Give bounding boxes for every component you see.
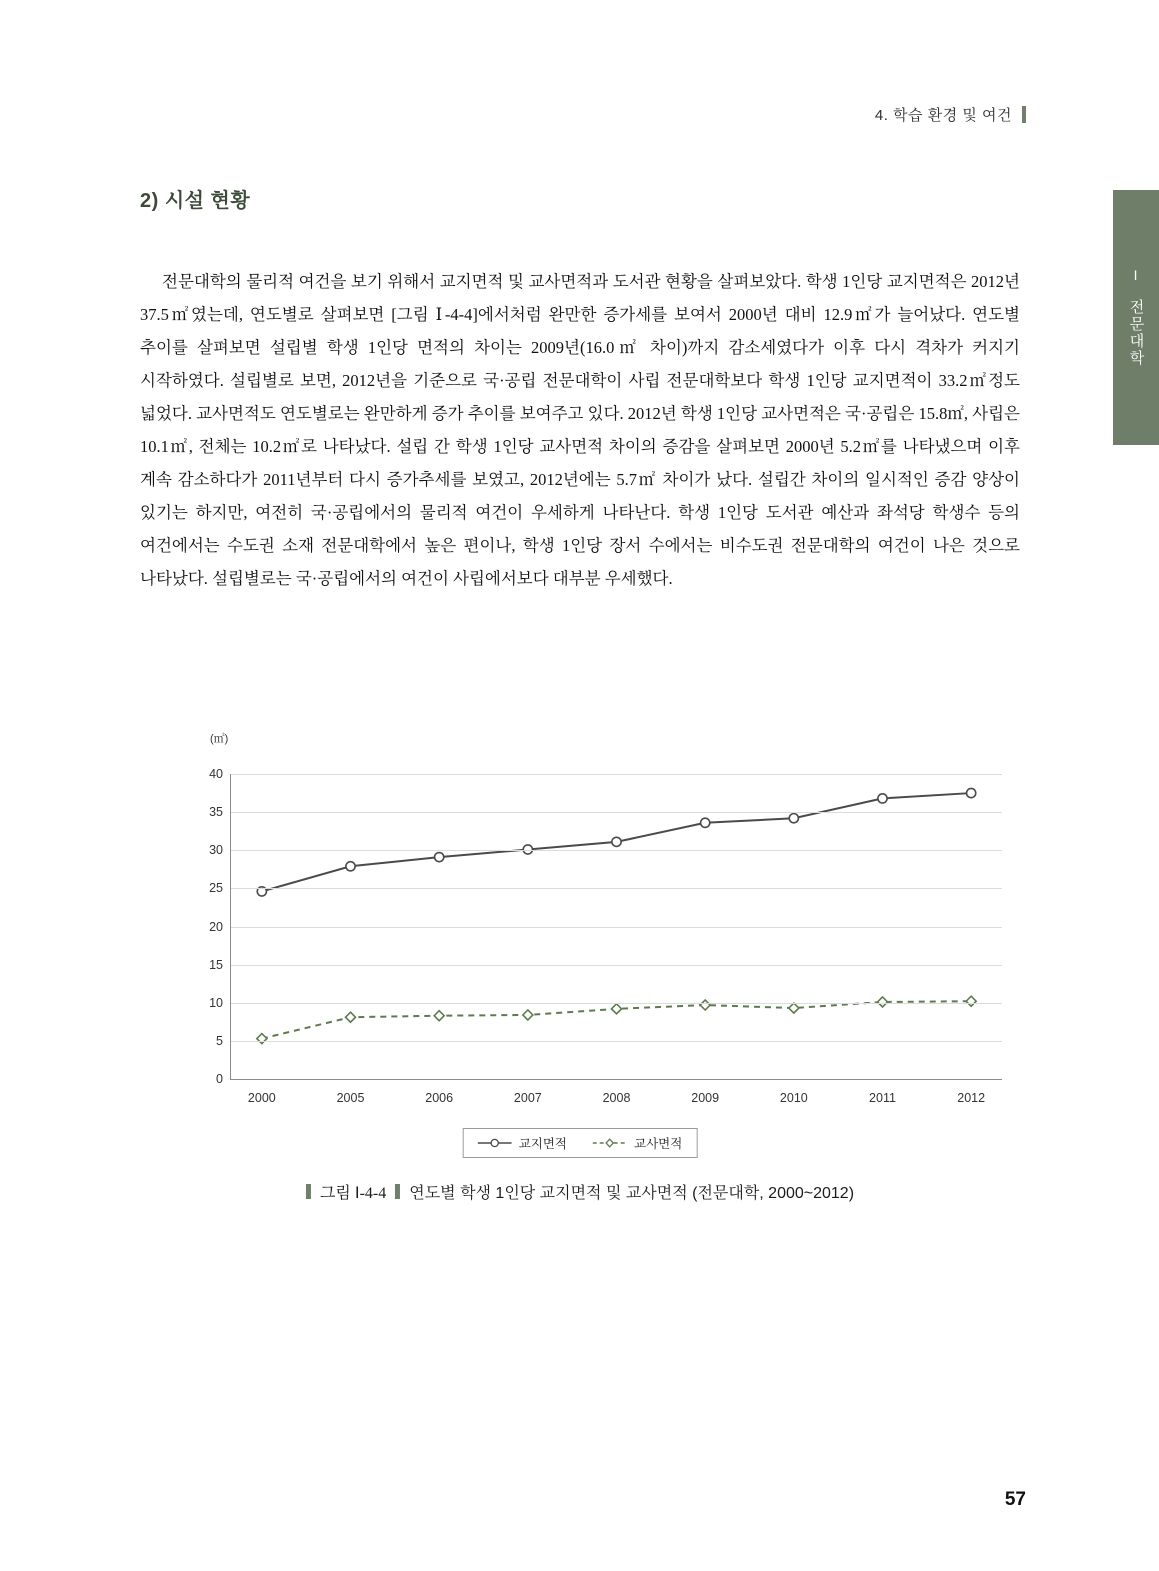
legend-label-0: 교지면적 <box>518 1137 567 1151</box>
legend-line-dashed-icon <box>593 1137 627 1149</box>
page-number: 57 <box>1004 1489 1026 1510</box>
chart-area <box>182 733 1020 1110</box>
running-header-text: 4. 학습 환경 및 여건 <box>874 107 1012 124</box>
chart-gridline <box>231 774 1002 775</box>
y-axis-unit-label: (㎡) <box>210 733 229 745</box>
y-axis-tick-label: 20 <box>209 919 223 934</box>
header-accent-bar <box>1022 106 1026 123</box>
x-axis-tick-label: 2000 <box>247 1091 276 1105</box>
x-axis-tick-label: 2009 <box>691 1091 720 1105</box>
y-axis-tick-label: 15 <box>209 957 223 972</box>
x-axis-tick-label: 2012 <box>957 1091 986 1105</box>
chart-gridline <box>231 927 1002 928</box>
chart-point-marker <box>789 814 798 823</box>
body-paragraph: 전문대학의 물리적 여건을 보기 위해서 교지면적 및 교사면적과 도서관 현황을 살펴보았다. 학생 1인당 교지면적은 2012년 37.5㎡였는데, 연도별로 살펴보면 [그림 Ⅰ-4-4]에서처럼 완만한 증가세를 보여서 2000년 대비 12.9㎡가 늘어났다. 연도별 추이를 살펴보면 설립별 학생 1인당 면적의 차이는 2009년(16.0㎡ 차이)까지 감소세였다가 이후 다시 격차가 커지기 시작하였다. 설립별로 보면, 2012년을 기준으로 국·공립 전문대학이 사립 전문대학보다 학생 1인당 교지면적이 33.2㎡정도 넓었다. 교사면적도 연도별로는 완만하게 증가 추이를 보여주고 있다. 2012년 학생 1인당 교사면적은 국·공립은 15.8㎡, 사립은 10.1㎡, 전체는 10.2㎡로 나타났다. 설립 간 학생 1인당 교사면적 차이의 증감을 살펴보면 2000년 5.2㎡를 나타냈으며 이후 계속 감소하다가 2011년부터 다시 증가추세를 보였고, 2012년에는 5.7㎡ 차이가 났다. 설립간 차이의 일시적인 증감 양상이 있기는 하지만, 여전히 국·공립에서의 물리적 여건이 우세하게 나타난다. 학생 1인당 도서관 예산과 좌석당 학생수 등의 여건에서는 수도권 소재 전문대학에서 높은 편이나, 학생 1인당 장서 수에서는 비수도권 전문대학의 여건이 나은 것으로 나타났다. 설립별로는 국·공립에서의 여건이 사립에서보다 대부분 우세했다. <box>140 271 1020 588</box>
chart-point-marker <box>789 1003 799 1013</box>
y-axis-tick-label: 30 <box>209 843 223 858</box>
chart-point-marker <box>700 1000 710 1010</box>
chart-gridline <box>231 1003 1002 1004</box>
x-axis-tick-label: 2011 <box>869 1091 896 1105</box>
chart-point-marker <box>878 794 887 803</box>
chart-point-marker <box>966 996 976 1006</box>
chart-gridline <box>231 1041 1002 1042</box>
y-axis-tick-label: 35 <box>209 805 223 820</box>
chapter-roman-numeral: Ⅰ <box>1129 268 1144 285</box>
chart-gridline <box>231 888 1002 889</box>
y-axis-tick-label: 0 <box>216 1072 223 1086</box>
chart-point-marker <box>435 853 444 862</box>
x-axis-tick-label: 2010 <box>779 1091 808 1105</box>
chart-point-marker <box>523 1010 533 1020</box>
chapter-label: 전문대학 <box>1127 298 1145 367</box>
chart-point-marker <box>346 1012 356 1022</box>
chart-gridline <box>231 812 1002 813</box>
chart-point-marker <box>701 818 710 827</box>
figure-block <box>140 733 1020 1202</box>
y-axis-tick-label: 40 <box>209 767 223 781</box>
x-axis-tick-label: 2006 <box>425 1091 454 1105</box>
legend-line-solid-icon <box>478 1137 512 1149</box>
x-axis-tick-label: 2007 <box>513 1091 542 1105</box>
chart-point-marker <box>612 1004 622 1014</box>
chart-point-marker <box>257 1034 267 1044</box>
chart-point-marker <box>967 788 976 797</box>
y-axis-tick-label: 5 <box>216 1033 223 1048</box>
chart-plot-area <box>209 767 1002 1105</box>
x-axis-tick-label: 2008 <box>602 1091 631 1105</box>
x-axis-tick-label: 2005 <box>336 1091 365 1105</box>
figure-caption <box>306 1180 854 1203</box>
figure-caption-text: 연도별 학생 1인당 교지면적 및 교사면적 (전문대학, 2000~2012) <box>409 1185 855 1202</box>
chapter-side-tab <box>1113 190 1159 445</box>
legend-item-gyosa <box>593 1134 682 1152</box>
section-title: 2) 시설 현황 <box>140 190 251 212</box>
y-axis-tick-label: 10 <box>209 995 223 1010</box>
chart-point-marker <box>434 1011 444 1021</box>
chart-point-marker <box>346 862 355 871</box>
figure-number: 그림 Ⅰ-4-4 <box>319 1185 387 1202</box>
chart-gridline <box>231 850 1002 851</box>
caption-mark-left-icon <box>306 1184 311 1199</box>
chart-point-marker <box>612 837 621 846</box>
caption-mark-right-icon <box>395 1184 400 1199</box>
y-axis-tick-label: 25 <box>209 881 223 896</box>
running-header <box>875 104 1026 125</box>
chart-gridline <box>231 965 1002 966</box>
legend-item-gyoji <box>478 1134 567 1152</box>
legend-label-1: 교사면적 <box>634 1137 683 1151</box>
chart-legend <box>463 1128 698 1158</box>
